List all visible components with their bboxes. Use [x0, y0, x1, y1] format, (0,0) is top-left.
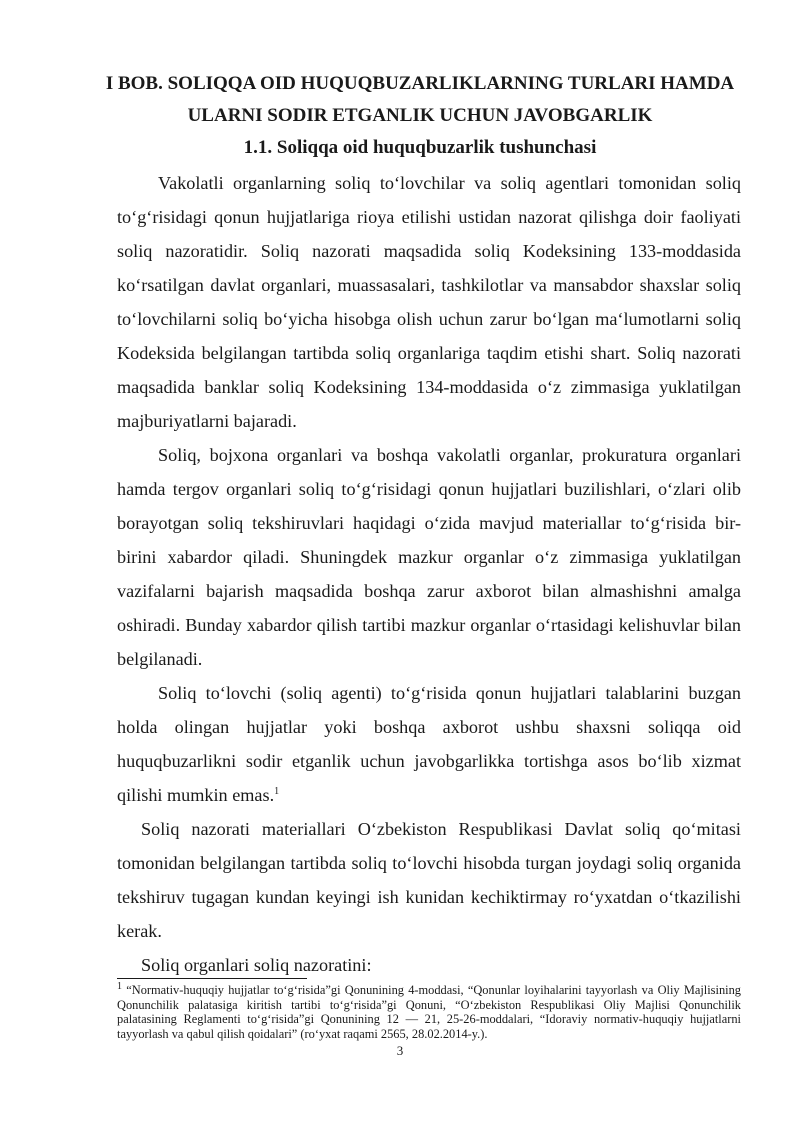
paragraph-2: Soliq, bojxona organlari va boshqa vakolatli organlar, prokuratura organlari hamda tergov organlari soliq to‘g‘risidagi qonun hujjatlari buzilishlari, o‘zlari olib borayotgan soliq tekshiruvlari haqidagi o‘zida mavjud materiallar to‘g‘risida bir-birini xabardor qiladi. Shuningdek mazkur organlar o‘z zimmasiga yuklatilgan vazifalarni bajarish maqsadida boshqa zarur axborot bilan almashishni amalga oshiradi. Bunday xabardor qilish tartibi mazkur organlar o‘rtasidagi kelishuvlar bilan belgilanadi.: [117, 445, 741, 669]
footnote: [117, 980, 741, 1041]
footnote-reference[interactable]: 1: [274, 785, 280, 797]
section-title: 1.1. Soliqqa oid huquqbuzarlik tushunchasi: [243, 137, 597, 158]
paragraph-3-text: Soliq to‘lovchi (soliq agenti) to‘g‘risida qonun hujjatlari talablarini buzgan holda olingan hujjatlar yoki boshqa axborot ushbu shaxsni soliqqa oid huquqbuzarlikni sodir etganlik uchun javobgarlikka tortishga asos bo‘lib xizmat qilishi mumkin emas.: [117, 683, 741, 805]
body-text: [117, 166, 741, 982]
page-number: 3: [396, 1043, 404, 1058]
chapter-title: I BOB. SOLIQQA OID HUQUQBUZARLIKLARNING TURLARI HAMDA ULARNI SODIR ETGANLIK UCHUN JAVOBGARLIK: [105, 73, 735, 126]
paragraph-3: [117, 676, 741, 812]
paragraph-4: Soliq nazorati materiallari O‘zbekiston Respublikasi Davlat soliq qo‘mitasi tomonidan belgilangan tartibda soliq to‘lovchi hisobda turgan joydagi soliq organida tekshiruv tugagan kundan keyingi ish kunidan kechiktirmay ro‘yxatdan o‘tkazilishi kerak.: [117, 819, 741, 941]
footnote-divider: [117, 978, 307, 979]
paragraph-1: Vakolatli organlarning soliq to‘lovchilar va soliq agentlari tomonidan soliq to‘g‘risidagi qonun hujjatlariga rioya etilishi ustidan nazorat qilishga doir faoliyati soliq nazoratidir. Soliq nazorati maqsadida soliq Kodeksining 133-moddasida ko‘rsatilgan davlat organlari, muassasalari, tashkilotlar va mansabdor shaxslar soliq to‘lovchilarni soliq bo‘yicha hisobga olish uchun zarur bo‘lgan ma‘lumotlarni soliq Kodeksida belgilangan tartibda soliq organlariga taqdim etishi shart. Soliq nazorati maqsadida banklar soliq Kodeksining 134-moddasida o‘z zimmasiga yuklatilgan majburiyatlarni bajaradi.: [117, 173, 741, 431]
footnote-text: “Normativ-huquqiy hujjatlar to‘g‘risida”gi Qonunining 4-moddasi, “Qonunlar loyihalarini tayyorlash va Oliy Majlisining Qonunchilik palatasiga kiritish tartibi to‘g‘risida”gi Qonuni, “O‘zbekiston Respublikasi Oliy Majlisi Qonunchilik palatasining Reglamenti to‘g‘risida”gi Qonunining 12 — 21, 25-26-moddalari, “Idoraviy normativ-huquqiy hujjatlarni tayyorlash va qabul qilish qoidalari” (ro‘yxat raqami 2565, 28.02.2014-y.).: [117, 983, 741, 1041]
paragraph-5: Soliq organlari soliq nazoratini:: [141, 955, 372, 975]
footnote-marker: 1: [117, 980, 122, 992]
